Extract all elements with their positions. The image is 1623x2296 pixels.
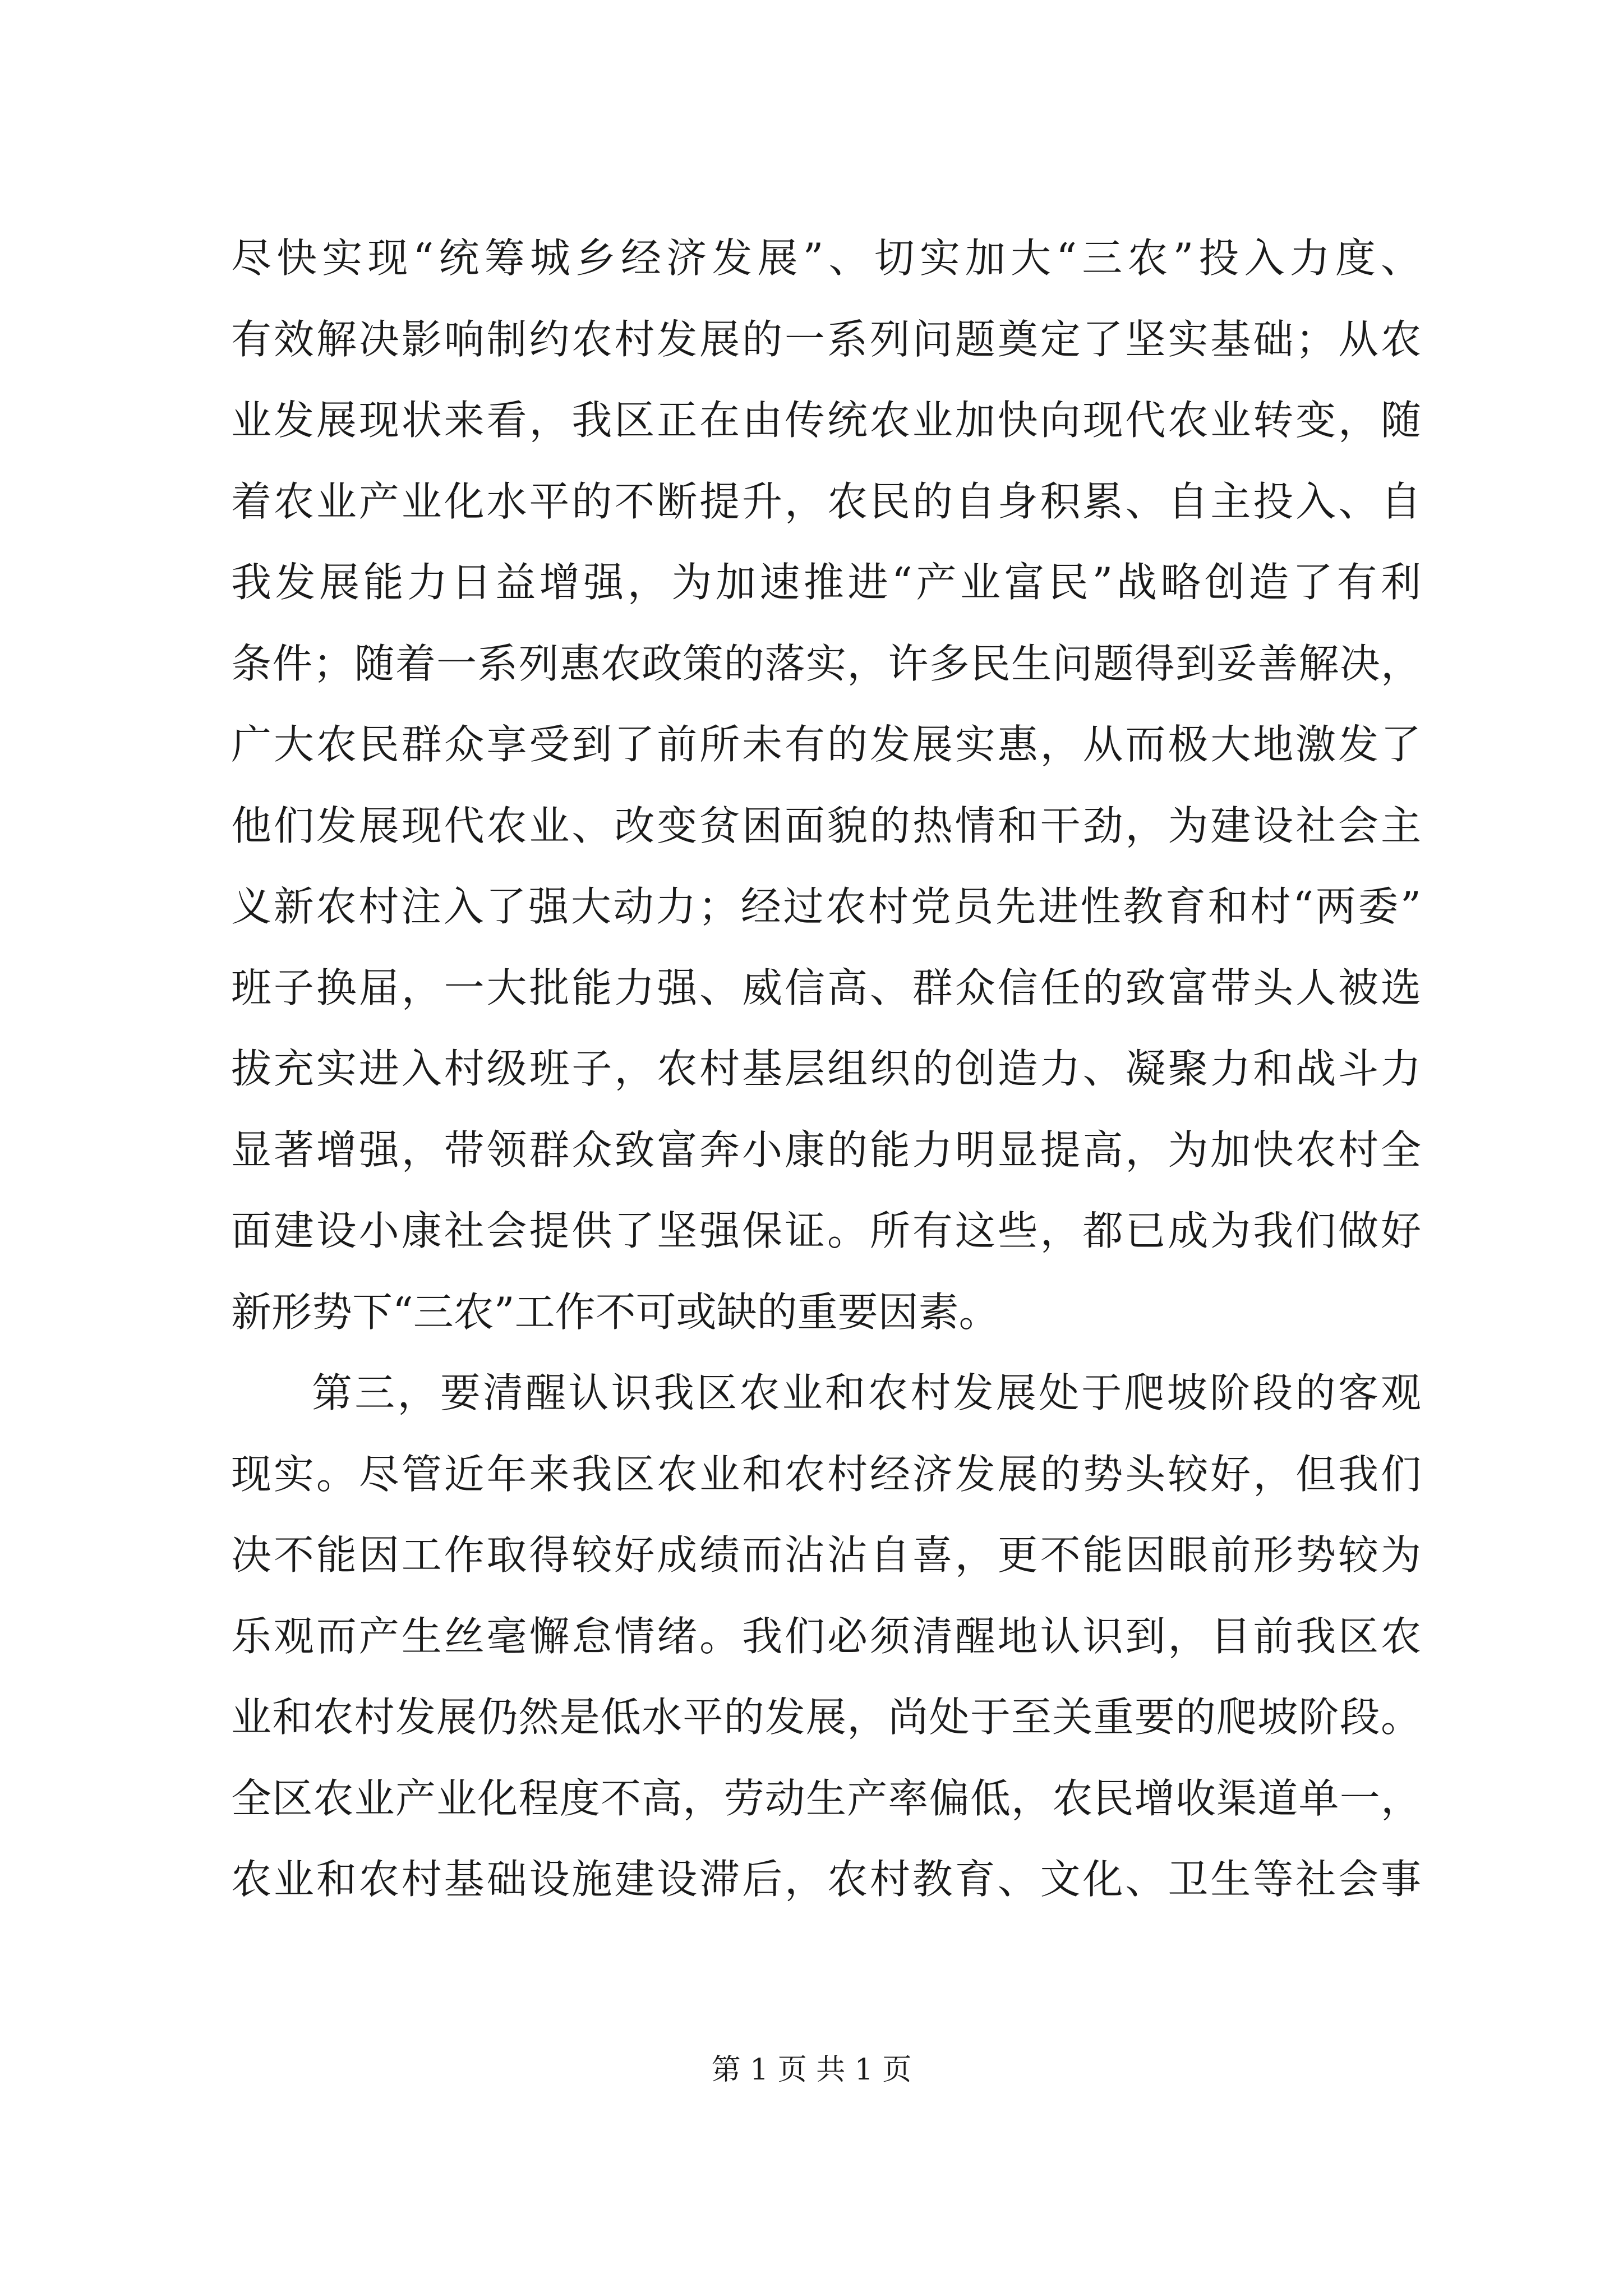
body-line-5: 我发展能力日益增强，为加速推进“产业富民”战略创造了有利 bbox=[231, 559, 1421, 606]
body-line-7: 广大农民群众享受到了前所未有的发展实惠，从而极大地激发了 bbox=[231, 721, 1421, 768]
body-line-8: 他们发展现代农业、改变贫困面貌的热情和干劲，为建设社会主 bbox=[231, 802, 1421, 849]
body-line-16: 现实。尽管近年来我区农业和农村经济发展的势头较好，但我们 bbox=[231, 1450, 1421, 1498]
document-body bbox=[231, 218, 1421, 1920]
body-line-1: 尽快实现“统筹城乡经济发展”、切实加大“三农”投入力度、 bbox=[231, 234, 1421, 282]
body-line-12: 显著增强，带领群众致富奔小康的能力明显提高，为加快农村全 bbox=[231, 1126, 1421, 1174]
paragraph-start-line: 第三，要清醒认识我区农业和农村发展处于爬坡阶段的客观 bbox=[312, 1369, 1421, 1416]
body-line-18: 乐观而产生丝毫懈怠情绪。我们必须清醒地认识到，目前我区农 bbox=[231, 1612, 1421, 1660]
body-line-21: 农业和农村基础设施建设滞后，农村教育、文化、卫生等社会事 bbox=[231, 1856, 1421, 1903]
body-line-13: 面建设小康社会提供了坚强保证。所有这些，都已成为我们做好 bbox=[231, 1207, 1421, 1254]
body-line-20: 全区农业产业化程度不高，劳动生产率偏低，农民增收渠道单一， bbox=[231, 1774, 1421, 1822]
page-number-label: 第 1 页 共 1 页 bbox=[711, 2053, 912, 2087]
body-line-6: 条件；随着一系列惠农政策的落实，许多民生问题得到妥善解决， bbox=[231, 639, 1421, 687]
body-line-9: 义新农村注入了强大动力；经过农村党员先进性教育和村“两委” bbox=[231, 883, 1421, 930]
body-line-3: 业发展现状来看，我区正在由传统农业加快向现代农业转变，随 bbox=[231, 397, 1421, 444]
body-line-4: 着农业产业化水平的不断提升，农民的自身积累、自主投入、自 bbox=[231, 477, 1421, 525]
page-footer bbox=[0, 2053, 1623, 2087]
body-line-11: 拔充实进入村级班子，农村基层组织的创造力、凝聚力和战斗力 bbox=[231, 1045, 1421, 1092]
body-line-2: 有效解决影响制约农村发展的一系列问题奠定了坚实基础；从农 bbox=[231, 315, 1421, 363]
body-line-10: 班子换届，一大批能力强、威信高、群众信任的致富带头人被选 bbox=[231, 964, 1421, 1011]
paragraph-end-line: 新形势下“三农”工作不可或缺的重要因素。 bbox=[231, 1288, 999, 1336]
body-line-17: 决不能因工作取得较好成绩而沾沾自喜，更不能因眼前形势较为 bbox=[231, 1531, 1421, 1579]
body-line-19: 业和农村发展仍然是低水平的发展，尚处于至关重要的爬坡阶段。 bbox=[231, 1694, 1421, 1741]
